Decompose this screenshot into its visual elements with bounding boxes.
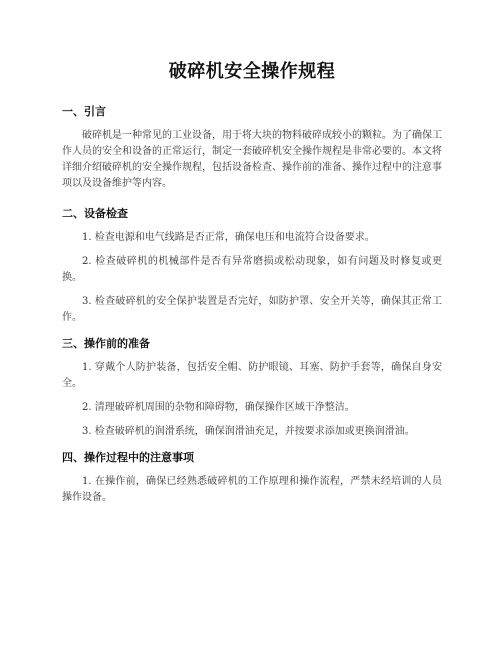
paragraph: 3. 检查破碎机的安全保护装置是否完好，如防护罩、安全开关等，确保其正常工作。 <box>62 296 442 323</box>
paragraph: 1. 检查电源和电气线路是否正常，确保电压和电流符合设备要求。 <box>82 232 375 243</box>
section-equipment-check <box>62 206 442 326</box>
paragraph: 3. 检查破碎机的润滑系统，确保润滑油充足，并按要求添加或更换润滑油。 <box>82 426 415 437</box>
paragraph: 2. 检查破碎机的机械部件是否有异常磨损或松动现象，如有问题及时修复或更换。 <box>62 256 442 283</box>
document-title: 破碎机安全操作规程 <box>168 61 336 82</box>
section-heading: 三、操作前的准备 <box>62 337 150 350</box>
paragraph: 破碎机是一种常见的工业设备，用于将大块的物料破碎成较小的颗粒。为了确保工作人员的安全和设备的正常运行，制定一套破碎机安全操作规程是非常必要的。本文将详细介绍破碎机的安全操作规程，包括设备检查、操作前的准备、操作过程中的注意事项以及设备维护等内容。 <box>62 130 442 189</box>
section-heading: 四、操作过程中的注意事项 <box>62 451 194 464</box>
section-operation-notes <box>62 450 442 506</box>
paragraph: 1. 穿戴个人防护装备，包括安全帽、防护眼镜、耳塞、防护手套等，确保自身安全。 <box>62 362 442 389</box>
section-heading: 一、引言 <box>62 105 106 118</box>
paragraph: 2. 清理破碎机周围的杂物和障碍物，确保操作区域干净整洁。 <box>82 402 355 413</box>
section-heading: 二、设备检查 <box>62 207 128 220</box>
section-introduction <box>62 104 442 192</box>
section-pre-operation <box>62 336 442 440</box>
paragraph: 1. 在操作前，确保已经熟悉破碎机的工作原理和操作流程，严禁未经培训的人员操作设备。 <box>62 476 442 503</box>
